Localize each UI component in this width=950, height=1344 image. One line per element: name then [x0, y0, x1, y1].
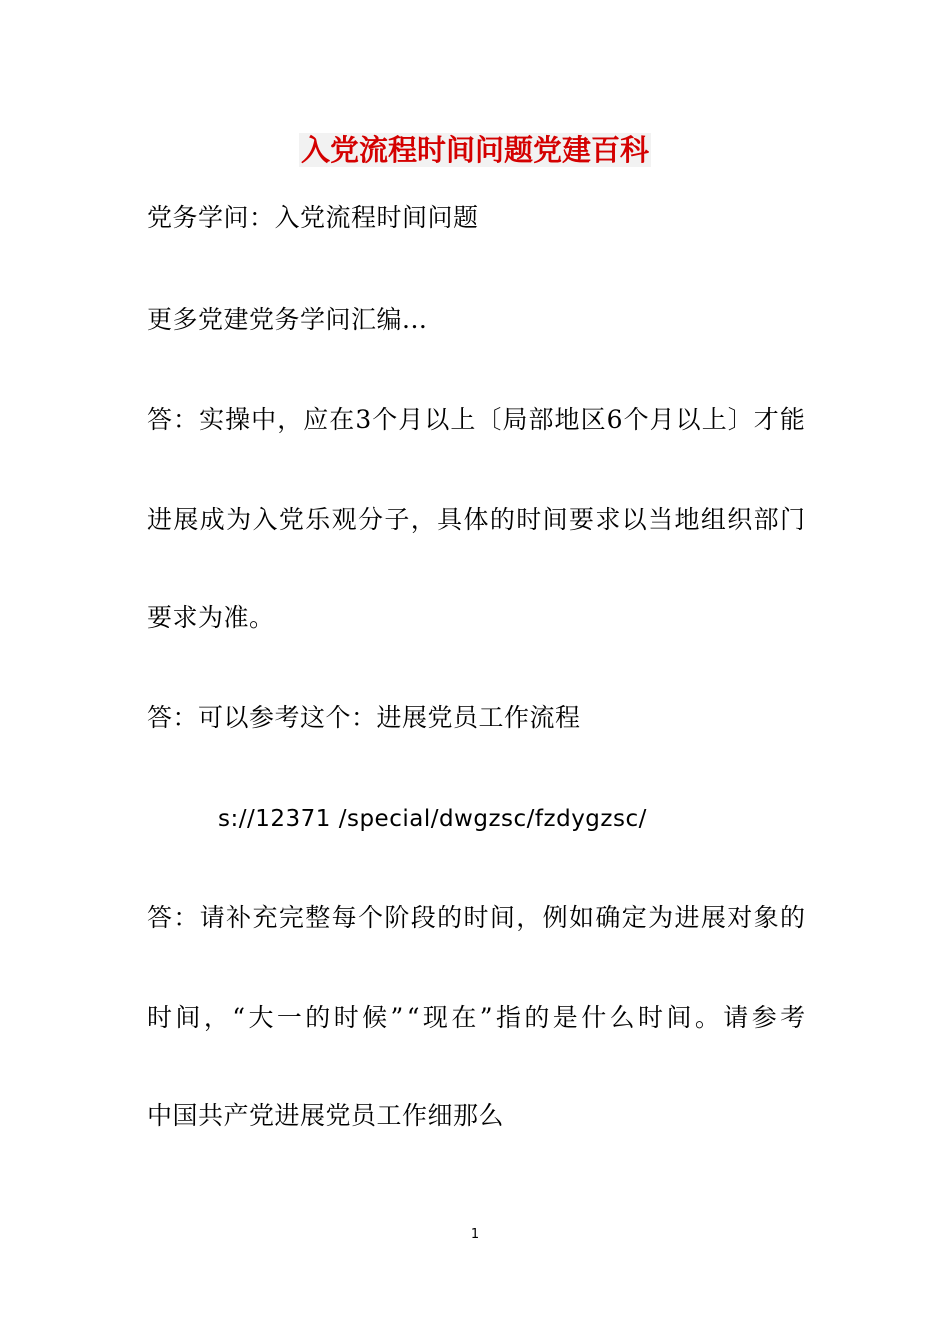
paragraph-line-1: 党务学问：入党流程时间问题: [147, 203, 479, 232]
paragraph-line-8: 答：请补充完整每个阶段的时间，例如确定为进展对象的: [147, 903, 807, 932]
paragraph-line-9: 时间，“大一的时候”“现在”指的是什么时间。请参考: [147, 1003, 809, 1032]
document-title: 入党流程时间问题党建百科: [300, 133, 649, 167]
paragraph-line-6: 答：可以参考这个：进展党员工作流程: [147, 703, 581, 732]
page-number: 1: [470, 1227, 480, 1242]
paragraph-line-5: 要求为准。: [147, 603, 275, 632]
paragraph-line-10: 中国共产党进展党员工作细那么: [147, 1101, 505, 1130]
paragraph-line-2: 更多党建党务学问汇编...: [147, 305, 428, 334]
paragraph-line-4: 进展成为入党乐观分子，具体的时间要求以当地组织部门: [147, 505, 807, 534]
link-text-line: s://12371 /special/dwgzsc/fzdygzsc/: [218, 806, 647, 832]
paragraph-line-3: 答：实操中，应在3个月以上〔局部地区6个月以上〕才能: [147, 405, 806, 434]
